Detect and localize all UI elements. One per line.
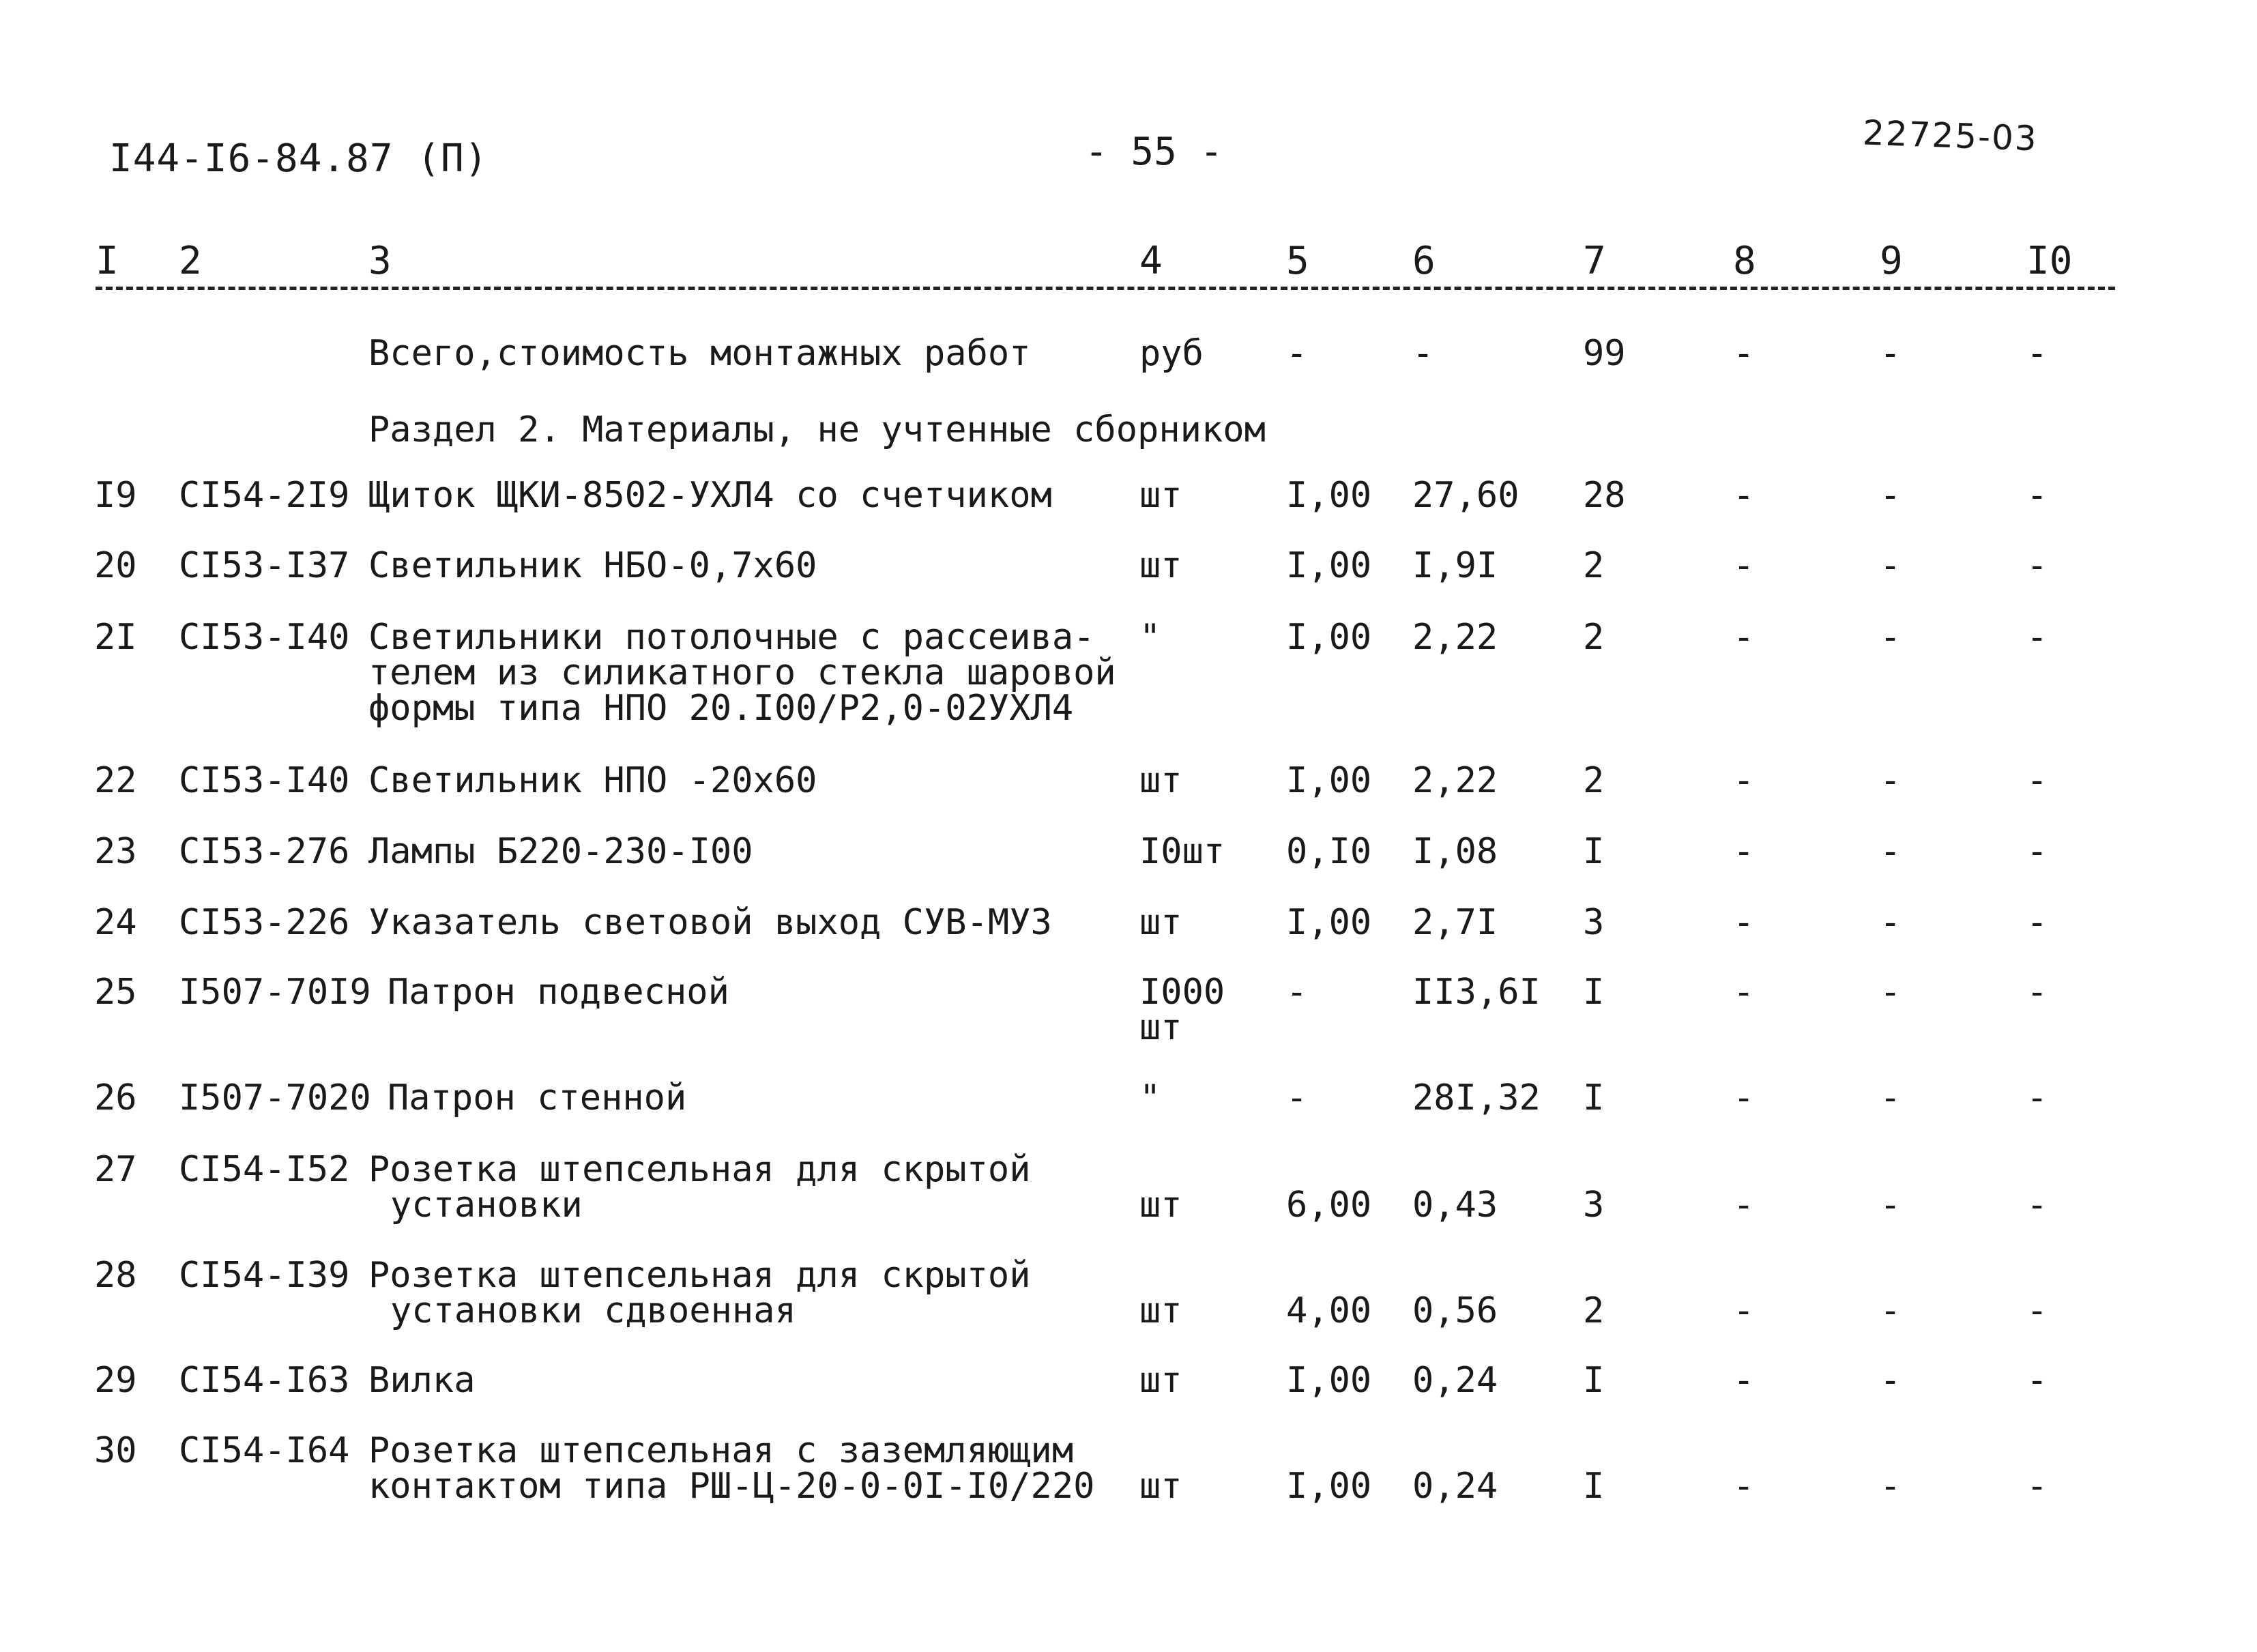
row-col9: - (1880, 1290, 1902, 1331)
row-number: 26 (94, 1077, 137, 1118)
row-total: I (1583, 1077, 1605, 1118)
row-code: CI53-276 (179, 831, 350, 872)
row-quantity: - (1286, 972, 1308, 1013)
row-total: 2 (1583, 760, 1605, 801)
row-description: Светильник НБО-0,7х60 (368, 545, 817, 586)
row-total: I (1583, 1360, 1605, 1401)
row-code: CI54-I64 (179, 1430, 350, 1471)
document-code: I44-I6-84.87 (П) (109, 136, 489, 181)
row-total: 3 (1583, 902, 1605, 943)
row-description: Щиток ЩКИ-8502-УХЛ4 со счетчиком (368, 475, 1052, 516)
row-unit: I0шт (1139, 831, 1225, 872)
row-quantity: I,00 (1286, 475, 1372, 516)
row-col10: - (2026, 1185, 2048, 1226)
row-col8: - (1733, 1360, 1755, 1401)
row-col9: - (1880, 902, 1902, 943)
row-number: 29 (94, 1360, 137, 1401)
row-code: I507-70I9 (179, 972, 371, 1013)
row-number: 24 (94, 902, 137, 943)
row-col10: - (2026, 902, 2048, 943)
row-col8: - (1733, 1185, 1755, 1226)
section-title: Раздел 2. Материалы, не учтенные сборником (368, 409, 1266, 450)
row-unit: шт (1139, 1466, 1182, 1507)
row-total: 3 (1583, 1185, 1605, 1226)
row-number: 20 (94, 545, 137, 586)
row-description: Розетка штепсельная для скрытой установки (368, 1149, 1031, 1226)
row-col8: - (1733, 545, 1755, 586)
row-col8: - (1733, 831, 1755, 872)
row-col10: - (2026, 1077, 2048, 1118)
row-quantity: I,00 (1286, 1360, 1372, 1401)
row-code: I507-7020 (179, 1077, 371, 1118)
row-col10: - (2026, 475, 2048, 516)
row-unit: I000 шт (1139, 972, 1225, 1048)
row-total: 2 (1583, 1290, 1605, 1331)
total-col10: - (2026, 333, 2048, 374)
row-description: Розетка штепсельная с заземляющим контактом типа РШ-Ц-20-0-0I-I0/220 (368, 1430, 1095, 1507)
column-header: 9 (1880, 239, 1903, 283)
row-quantity: I,00 (1286, 1466, 1372, 1507)
column-header: 3 (368, 239, 392, 283)
row-col9: - (1880, 617, 1902, 658)
column-header: 2 (179, 239, 202, 283)
row-col8: - (1733, 617, 1755, 658)
row-col9: - (1880, 831, 1902, 872)
row-description: Вилка (368, 1360, 476, 1401)
row-price: 0,43 (1412, 1185, 1498, 1226)
column-header: I0 (2026, 239, 2073, 283)
row-description: Светильник НПО -20х60 (368, 760, 817, 801)
row-total: 28 (1583, 475, 1626, 516)
row-code: CI53-I40 (179, 617, 350, 658)
row-code: CI54-I39 (179, 1255, 350, 1296)
row-col9: - (1880, 1466, 1902, 1507)
row-col8: - (1733, 1077, 1755, 1118)
row-quantity: I,00 (1286, 617, 1372, 658)
column-header: 7 (1583, 239, 1606, 283)
row-quantity: 4,00 (1286, 1290, 1372, 1331)
row-quantity: 0,I0 (1286, 831, 1372, 872)
row-col10: - (2026, 760, 2048, 801)
row-col10: - (2026, 1360, 2048, 1401)
row-number: 27 (94, 1149, 137, 1190)
row-description: Светильники потолочные с рассеива- телем из силикатного стекла шаровой формы типа НПО 20.I00/Р2,0-02УХЛ4 (368, 617, 1116, 729)
row-code: CI53-I40 (179, 760, 350, 801)
row-code: CI53-226 (179, 902, 350, 943)
row-col10: - (2026, 617, 2048, 658)
row-code: CI53-I37 (179, 545, 350, 586)
row-total: I (1583, 1466, 1605, 1507)
row-total: 2 (1583, 617, 1605, 658)
row-description: Лампы Б220-230-I00 (368, 831, 753, 872)
row-col9: - (1880, 1360, 1902, 1401)
row-col9: - (1880, 972, 1902, 1013)
total-description: Всего,стоимость монтажных работ (368, 333, 1031, 374)
page-number: - 55 - (1085, 130, 1223, 174)
row-col9: - (1880, 1185, 1902, 1226)
row-number: 22 (94, 760, 137, 801)
row-col9: - (1880, 1077, 1902, 1118)
row-code: CI54-I63 (179, 1360, 350, 1401)
total-quantity: - (1286, 333, 1308, 374)
row-quantity: I,00 (1286, 760, 1372, 801)
row-code: CI54-2I9 (179, 475, 350, 516)
row-unit: шт (1139, 902, 1182, 943)
row-price: 0,24 (1412, 1360, 1498, 1401)
row-col9: - (1880, 760, 1902, 801)
row-unit: шт (1139, 1185, 1182, 1226)
row-number: 23 (94, 831, 137, 872)
total-unit: руб (1139, 333, 1204, 374)
row-price: 2,22 (1412, 760, 1498, 801)
row-number: 30 (94, 1430, 137, 1471)
row-price: 0,56 (1412, 1290, 1498, 1331)
total-col9: - (1880, 333, 1902, 374)
row-col8: - (1733, 972, 1755, 1013)
column-header-row (96, 239, 2115, 293)
total-amount: 99 (1583, 333, 1626, 374)
row-description: Розетка штепсельная для скрытой установки сдвоенная (368, 1255, 1031, 1331)
row-col8: - (1733, 475, 1755, 516)
row-col8: - (1733, 1466, 1755, 1507)
row-total: I (1583, 831, 1605, 872)
row-unit: шт (1139, 760, 1182, 801)
row-unit: шт (1139, 1290, 1182, 1331)
row-unit: шт (1139, 1360, 1182, 1401)
column-header: 8 (1733, 239, 1756, 283)
handwritten-stamp: 22725-03 (1862, 113, 2039, 159)
row-quantity: I,00 (1286, 545, 1372, 586)
row-price: 27,60 (1412, 475, 1519, 516)
column-header: I (96, 239, 119, 283)
row-price: 0,24 (1412, 1466, 1498, 1507)
row-code: CI54-I52 (179, 1149, 350, 1190)
row-col9: - (1880, 545, 1902, 586)
row-number: 25 (94, 972, 137, 1013)
row-description: Указатель световой выход СУВ-МУЗ (368, 902, 1052, 943)
row-unit: шт (1139, 545, 1182, 586)
row-col10: - (2026, 545, 2048, 586)
row-unit: " (1139, 617, 1161, 658)
row-col8: - (1733, 1290, 1755, 1331)
row-price: I,9I (1412, 545, 1498, 586)
total-col8: - (1733, 333, 1755, 374)
row-number: I9 (94, 475, 137, 516)
total-price: - (1412, 333, 1434, 374)
row-col8: - (1733, 760, 1755, 801)
row-price: II3,6I (1412, 972, 1541, 1013)
row-col10: - (2026, 1290, 2048, 1331)
row-unit: шт (1139, 475, 1182, 516)
row-total: 2 (1583, 545, 1605, 586)
row-price: 2,7I (1412, 902, 1498, 943)
column-header: 6 (1412, 239, 1436, 283)
row-col10: - (2026, 972, 2048, 1013)
row-price: 2,22 (1412, 617, 1498, 658)
row-total: I (1583, 972, 1605, 1013)
row-quantity: 6,00 (1286, 1185, 1372, 1226)
header-divider (96, 287, 2115, 290)
row-description: Патрон стенной (388, 1077, 687, 1118)
row-col10: - (2026, 831, 2048, 872)
row-price: I,08 (1412, 831, 1498, 872)
row-number: 2I (94, 617, 137, 658)
column-header: 5 (1286, 239, 1309, 283)
row-col9: - (1880, 475, 1902, 516)
row-col10: - (2026, 1466, 2048, 1507)
row-number: 28 (94, 1255, 137, 1296)
column-header: 4 (1139, 239, 1163, 283)
row-quantity: I,00 (1286, 902, 1372, 943)
row-unit: " (1139, 1077, 1161, 1118)
row-col8: - (1733, 902, 1755, 943)
row-quantity: - (1286, 1077, 1308, 1118)
row-price: 28I,32 (1412, 1077, 1541, 1118)
row-description: Патрон подвесной (388, 972, 729, 1013)
